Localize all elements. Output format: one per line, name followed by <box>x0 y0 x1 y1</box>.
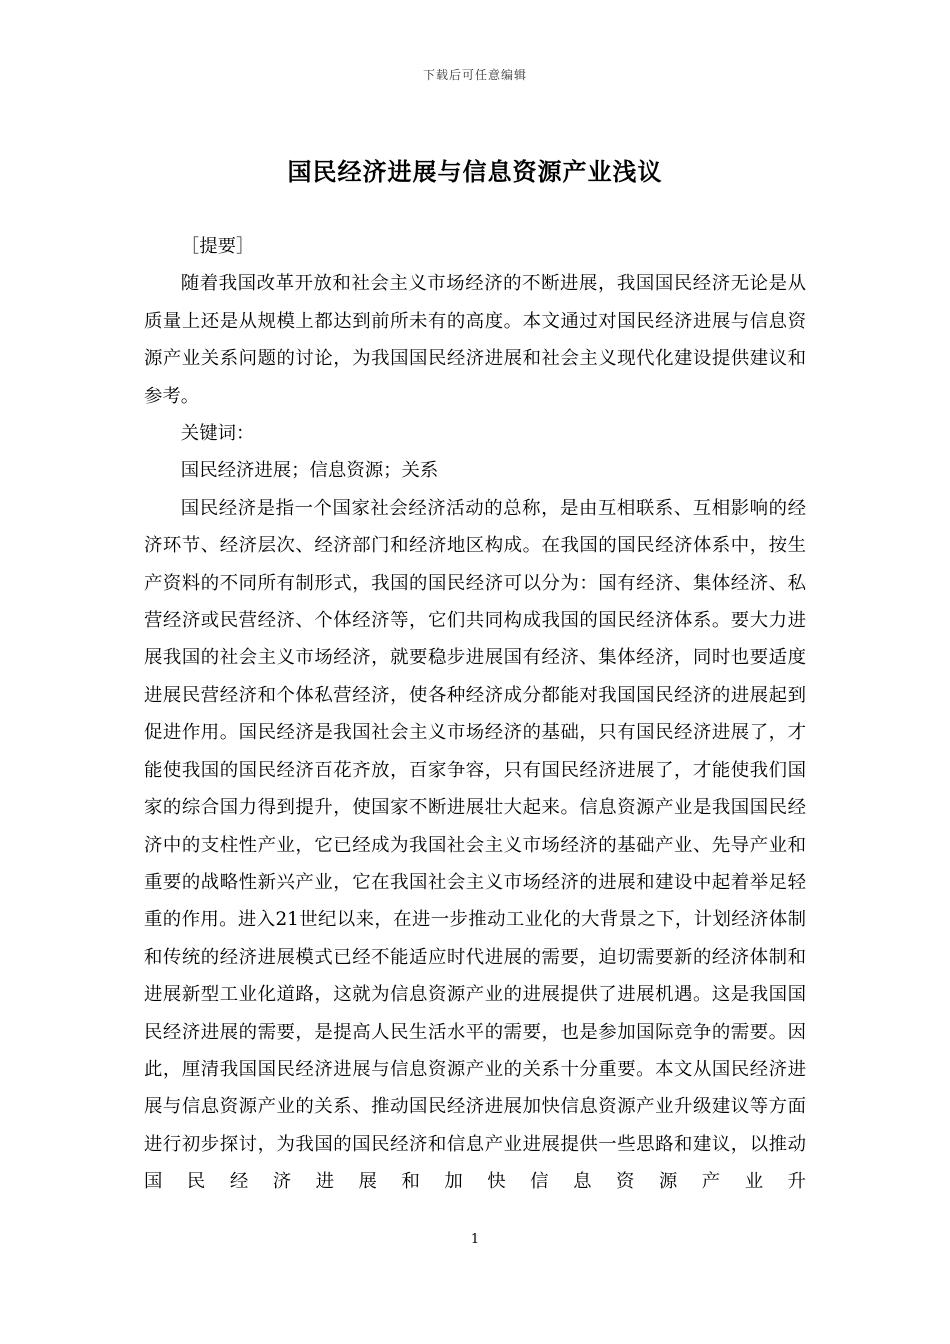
keywords-label: 关键词： <box>180 423 255 445</box>
main-paragraph: 国民经济是指一个国家社会经济活动的总称，是由互相联系、互相影响的经济环节、经济层次、经济部门和经济地区构成。在我国的国民经济体系中，按生产资料的不同所有制形式，我国的国民经济可以分为：国有经济、集体经济、私营经济或民营经济、个体经济等，它们共同构成我国的国民经济体系。要大力进展我国的社会主义市场经济，就要稳步进展国有经济、集体经济，同时也要适度进展民营经济和个体私营经济，使各种经济成分都能对我国国民经济的进展起到促进作用。国民经济是我国社会主义市场经济的基础，只有国民经济进展了，才能使我国的国民经济百花齐放，百家争容，只有国民经济进展了，才能使我们国家的综合国力得到提升，使国家不断进展壮大起来。信息资源产业是我国国民经济中的支柱性产业，它已经成为我国社会主义市场经济的基础产业、先导产业和重要的战略性新兴产业，它在我国社会主义市场经济的进展和建设中起着举足轻重的作用。进入21世纪以来，在进一步推动工业化的大背景之下，计划经济体制和传统的经济进展模式已经不能适应时代进展的需要，迫切需要新的经济体制和进展新型工业化道路，这就为信息资源产业的进展提供了进展机遇。这是我国国民经济进展的需要，是提高人民生活水平的需要，也是参加国际竞争的需要。因此，厘清我国国民经济进展与信息资源产业的关系十分重要。本文从国民经济进展与信息资源产业的关系、推动国民经济进展加快信息资源产业升级建议等方面进行初步探讨，为我国的国民经济和信息产业进展提供一些思路和建议，以推动国民经济进展和加快信息资源产业升 <box>144 497 806 1193</box>
document-body <box>144 228 806 1201</box>
keywords-paragraph: 国民经济进展；信息资源；关系 <box>180 460 439 482</box>
header-note: 下载后可任意编辑 <box>422 68 527 82</box>
page-number: 1 <box>470 1232 480 1247</box>
document-title: 国民经济进展与信息资源产业浅议 <box>287 158 663 186</box>
abstract-paragraph: 随着我国改革开放和社会主义市场经济的不断进展，我国国民经济无论是从质量上还是从规模上都达到前所未有的高度。本文通过对国民经济进展与信息资源产业关系问题的讨论，为我国国民经济进展和社会主义现代化建设提供建议和参考。 <box>144 273 806 407</box>
abstract-label: ［提要］ <box>180 236 255 257</box>
